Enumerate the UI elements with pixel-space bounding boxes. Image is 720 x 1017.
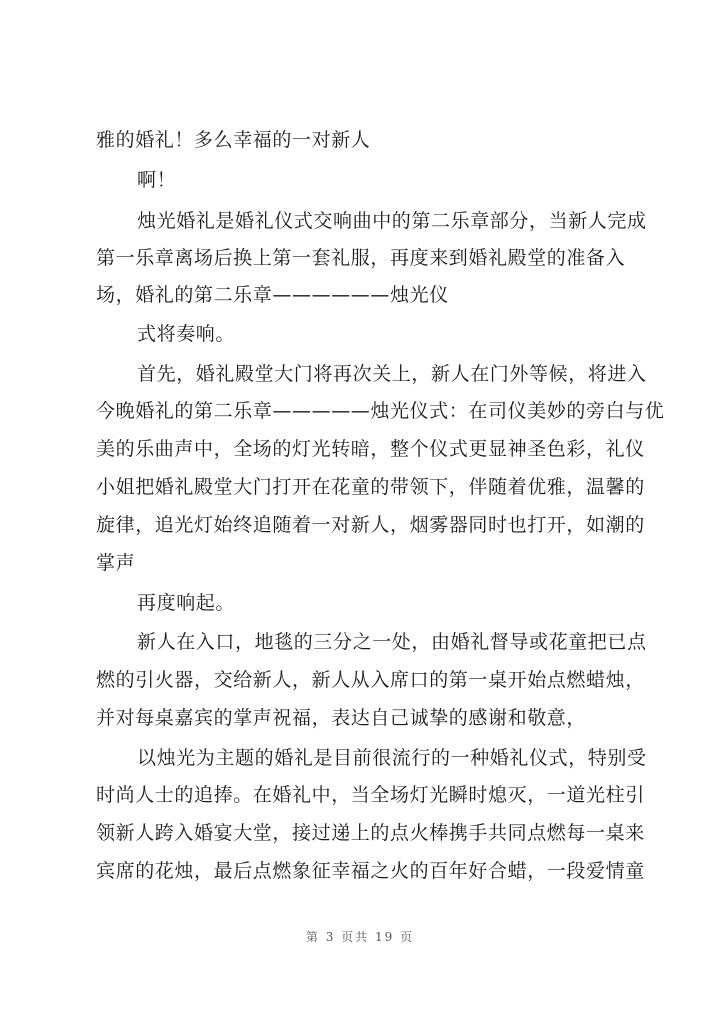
text-line: 领新人跨入婚宴大堂，接过递上的点火棒携手共同点燃每一桌来: [96, 822, 645, 844]
text-line: 今晚婚礼的第二乐章—————烛光仪式：在司仪美妙的旁白与优: [96, 400, 665, 422]
page-footer: [0, 928, 720, 945]
text-line: 首先，婚礼殿堂大门将再次关上，新人在门外等候，将进入: [137, 363, 647, 385]
text-line: 啊！: [137, 169, 177, 191]
text-line: 式将奏响。: [137, 323, 236, 345]
page-number-label: 第 3 页共 19 页: [305, 930, 415, 944]
text-line: 烛光婚礼是婚礼仪式交响曲中的第二乐章部分，当新人完成: [137, 210, 647, 232]
text-line: 场，婚礼的第二乐章——————烛光仪: [96, 284, 449, 306]
text-line: 雅的婚礼！多么幸福的一对新人: [96, 129, 371, 151]
text-line: 掌声: [96, 552, 136, 574]
text-line: 再度响起。: [137, 592, 236, 614]
text-line: 新人在入口，地毯的三分之一处，由婚礼督导或花童把已点: [137, 631, 647, 653]
text-line: 美的乐曲声中，全场的灯光转暗，整个仪式更显神圣色彩，礼仪: [96, 438, 645, 460]
text-line: 以烛光为主题的婚礼是目前很流行的一种婚礼仪式，特别受: [137, 747, 647, 769]
text-line: 并对每桌嘉宾的掌声祝福，表达自己诚挚的感谢和敬意，: [96, 707, 587, 729]
text-line: 第一乐章离场后换上第一套礼服，再度来到婚礼殿堂的准备入: [96, 247, 626, 269]
text-line: 旋律，追光灯始终追随着一对新人，烟雾器同时也打开，如潮的: [96, 514, 645, 536]
text-line: 燃的引火器，交给新人，新人从入席口的第一桌开始点燃蜡烛，: [96, 669, 645, 691]
text-line: 时尚人士的追捧。在婚礼中，当全场灯光瞬时熄灭，一道光柱引: [96, 784, 645, 806]
text-line: 宾席的花烛，最后点燃象征幸福之火的百年好合蜡，一段爱情童: [96, 860, 645, 882]
text-line: 小姐把婚礼殿堂大门打开在花童的带领下，伴随着优雅，温馨的: [96, 476, 645, 498]
